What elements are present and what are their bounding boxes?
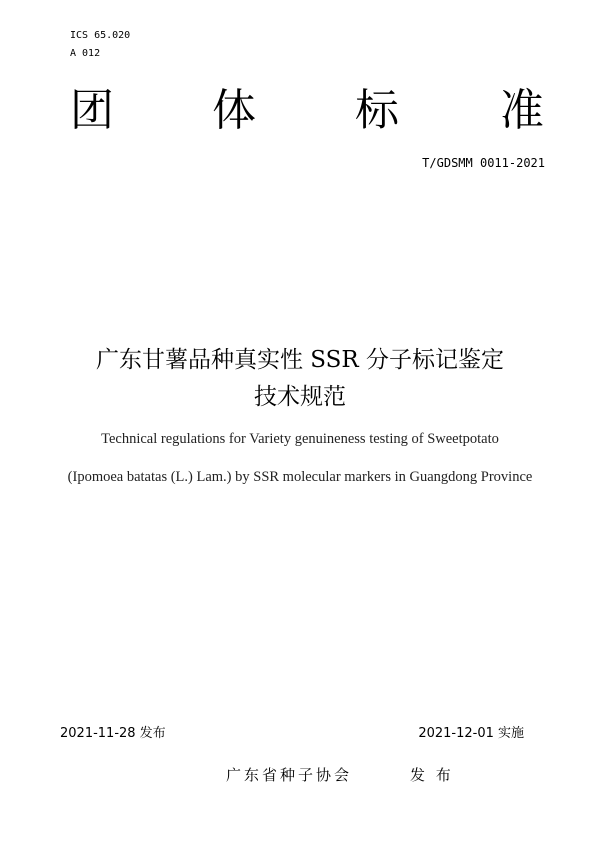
standard-type-char: 标 (355, 85, 399, 136)
standard-type-char: 准 (500, 85, 544, 136)
publish-date: 2021-11-28 发布 (60, 726, 166, 741)
issuer-action: 发 布 (410, 766, 454, 784)
title-en-line2: (Ipomoea batatas (L.) Lam.) by SSR molecular markers in Guangdong Province (67, 469, 533, 485)
ccs-code: A 012 (70, 48, 101, 59)
title-cn-line2: 技术规范 (254, 384, 346, 410)
title-en-line1: Technical regulations for Variety genuineness testing of Sweetpotato (101, 431, 499, 447)
ics-code: ICS 65.020 (70, 30, 131, 41)
standard-number: T/GDSMM 0011-2021 (422, 156, 545, 170)
implement-date: 2021-12-01 实施 (418, 726, 524, 741)
standard-type-char: 团 (70, 85, 114, 136)
standard-type-char: 体 (212, 85, 256, 136)
title-cn-line1: 广东甘薯品种真实性 SSR 分子标记鉴定 (95, 347, 505, 373)
issuer-name: 广东省种子协会 (226, 766, 353, 784)
